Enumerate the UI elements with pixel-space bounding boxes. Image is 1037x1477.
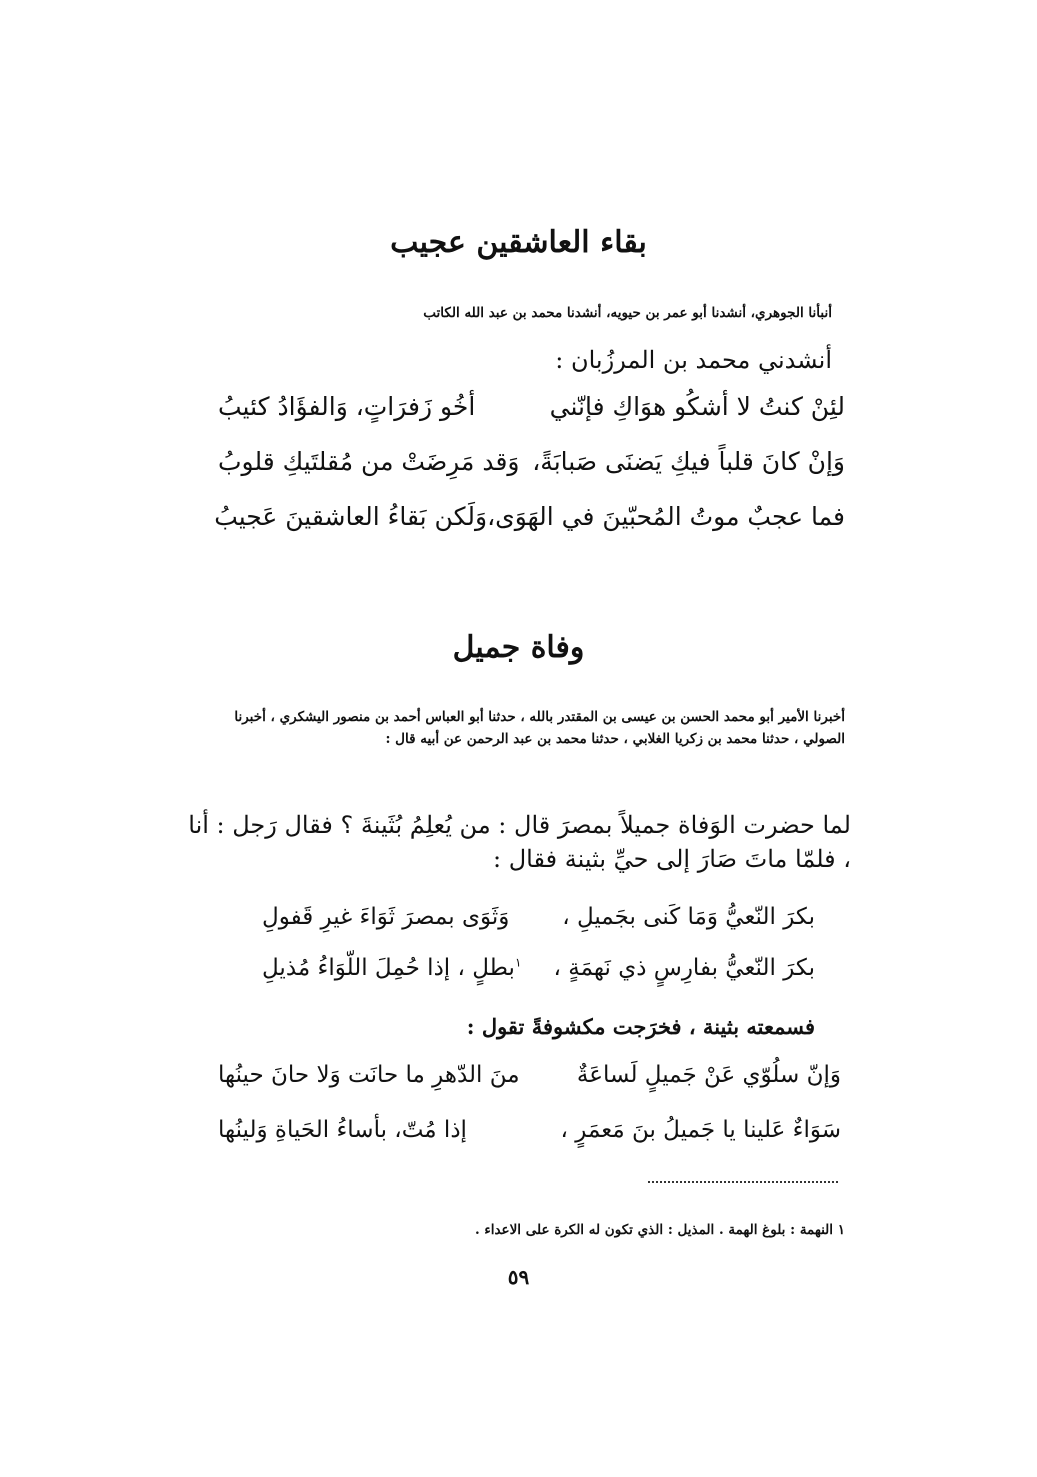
verse-line [218,392,845,421]
verse-hemistich-left: وَثَوَى بمصرَ ثَوَاءَ غيرِ قَفولِ [262,904,510,930]
verse-line [218,1062,841,1088]
footnote-text: ١ النهمة : بلوغ الهمة . المذيل : الذي تكون له الكرة على الاعداء . [474,1222,845,1238]
verse-hemistich-left: وَقد مَرِضَتْ من مُقلتَيكِ قلوبُ [218,447,520,476]
verse-line [262,955,815,981]
verse-line [218,1117,841,1143]
verse-hemistich-right: وَإنْ كانَ قلباً فيكِ يَضنَى صَبابَةً، [532,447,845,476]
isnad-text: أخبرنا الأمير أبو محمد الحسن بن عيسى بن المقتدر بالله ، حدثنا أبو العباس أحمد بن منصور اليشكري ، أخبرنا الصولي ، حدثنا محمد بن زكريا الغلابي ، حدثنا محمد بن عبد الرحمن عن أبيه قال : [234,709,845,747]
verse-hemistich-left: إذا مُتّ، بأساءُ الحَياةِ وَلينُها [218,1117,467,1143]
verse-line [214,502,845,531]
intro-text: أنشدني محمد بن المرزُبان : [555,346,832,374]
section-title: وفاة جميل [452,630,585,665]
verse-hemistich-left: أخُو زَفرَاتٍ، وَالفؤَادُ كئيبُ [218,392,476,421]
footnote-separator [648,1181,838,1183]
verse-line [218,447,845,476]
prose-text: لما حضرت الوَفاة جميلاً بمصرَ قال : من يُعلِمُ بُثَينةَ ؟ فقال رَجل : أنا ، فلمّا ماتَ صَارَ إلى حيِّ بثينة فقال : [188,811,851,873]
verse-hemistich-left-text: بطلٍ ، إذا حُمِلَ اللّوَاءُ مُذيلِ [262,955,515,981]
verse-hemistich-right: فما عجبٌ موتُ المُحبّينَ في الهَوَى، [487,502,845,531]
verse-hemistich-right: وَإنّ سلُوّي عَنْ جَميلٍ لَساعَةٌ [576,1062,841,1088]
verse-hemistich-right: بكرَ النّعيُّ بفارِسٍ ذي نَهمَةٍ ، [553,955,815,981]
verse-line [262,904,815,930]
verse-hemistich-left: وَلَكن بَقاءُ العاشقينَ عَجيبُ [214,502,488,531]
verse-hemistich-right: بكرَ النّعيُّ وَمَا كَنى بجَميلِ ، [562,904,815,930]
isnad-text: أنبأنا الجوهري، أنشدنا أبو عمر بن حيويه، أنشدنا محمد بن عبد الله الكاتب [423,305,832,321]
prose-text: فسمعته بثينة ، فخرَجت مكشوفةً تقول : [466,1014,815,1039]
verse-hemistich-left [262,955,521,981]
page-number: ٥٩ [507,1265,530,1289]
section-title: بقاء العاشقين عجيب [390,225,647,260]
verse-hemistich-left: منَ الدّهرِ ما حانَت وَلا حانَ حينُها [218,1062,520,1088]
footnote-marker: ١ [514,955,522,970]
verse-hemistich-right: سَوَاءٌ عَلينا يا جَميلُ بنَ مَعمَرٍ ، [560,1117,841,1143]
verse-hemistich-right: لئِنْ كنتُ لا أشكُو هوَاكِ فإنّني [549,392,845,421]
